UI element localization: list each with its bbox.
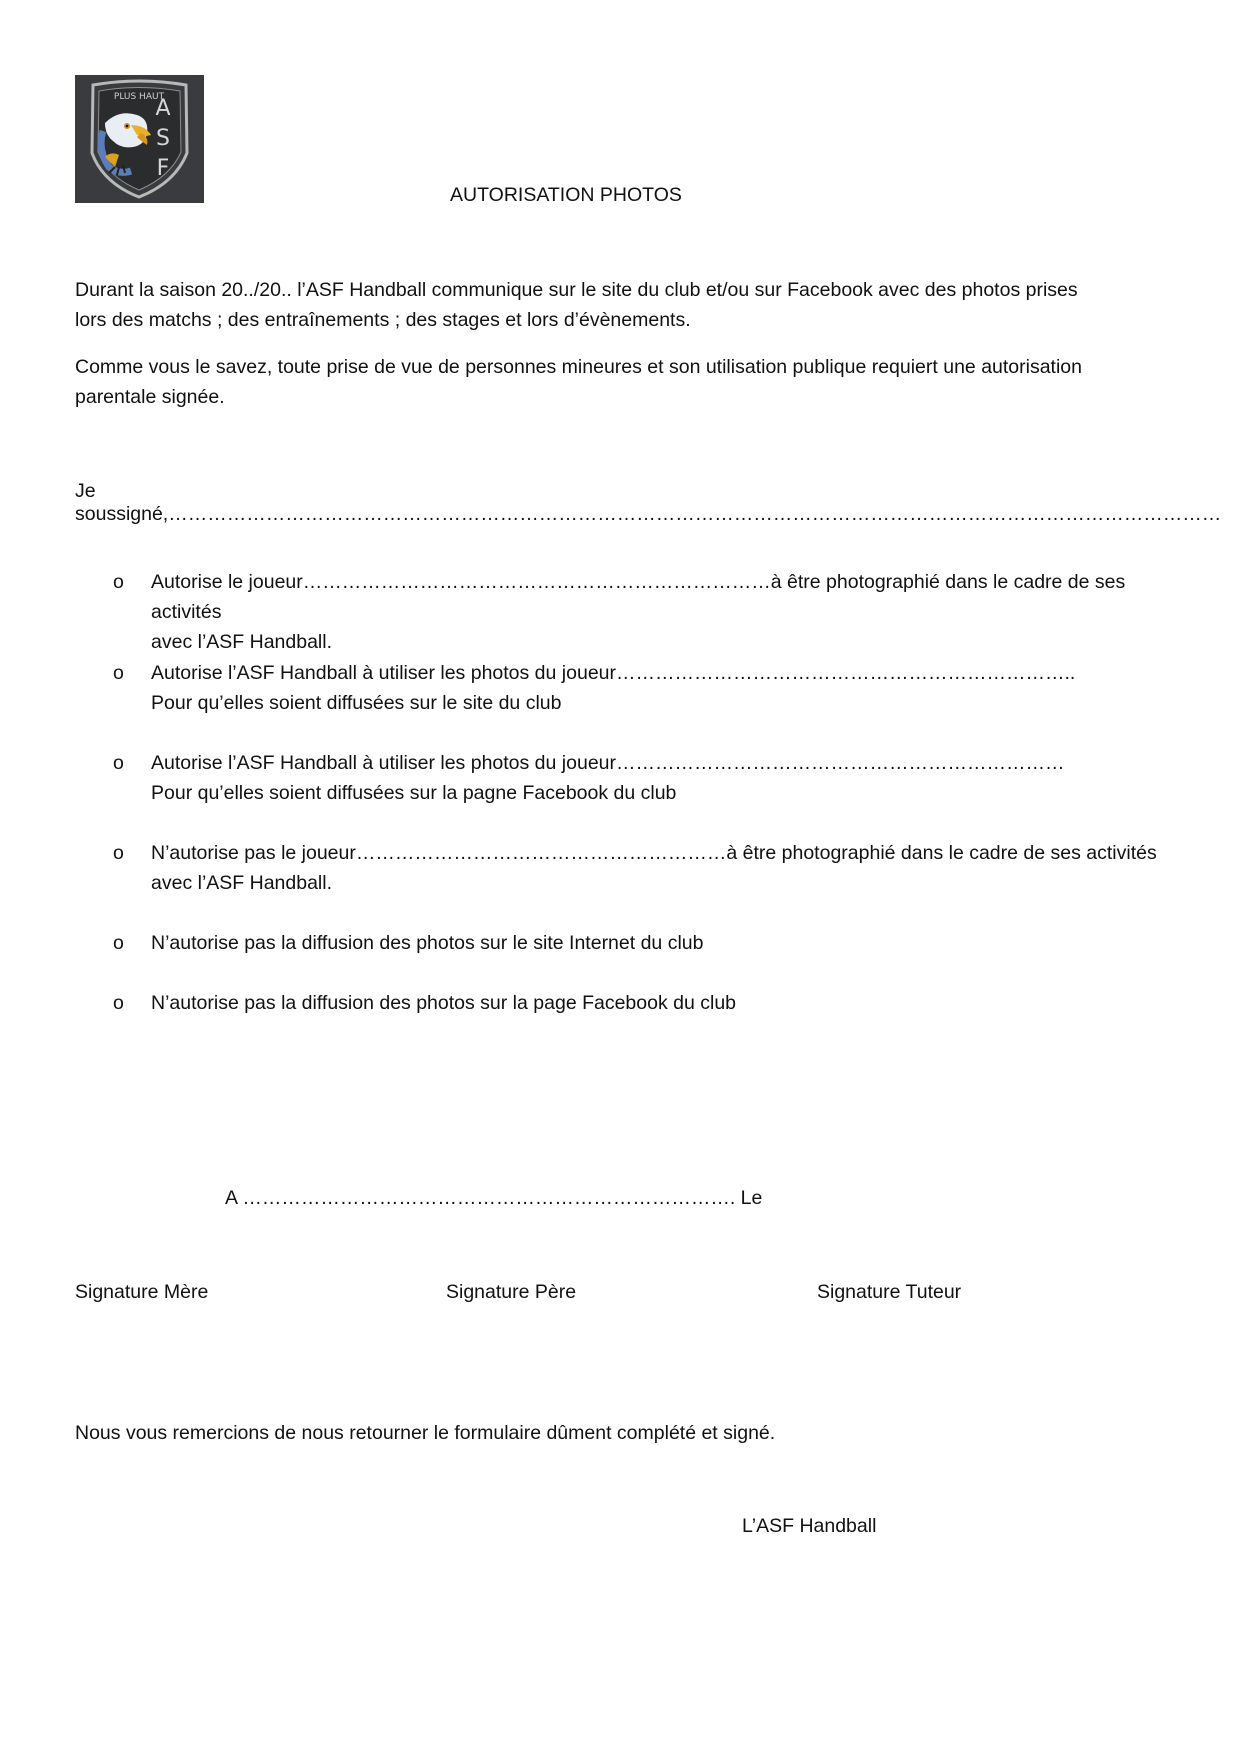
option-line-2: Pour qu’elles soient diffusées sur la pagne Facebook du club xyxy=(151,782,677,804)
undersigned-name-field[interactable]: Je soussigné,……………………………………………………………………………………………………………………………………………… xyxy=(75,480,1222,525)
intro-paragraph-1-line-2: lors des matchs ; des entraînements ; des stages et lors d’évènements. xyxy=(75,309,691,331)
signature-father[interactable]: Signature Père xyxy=(446,1281,577,1303)
svg-text:PLUS HAUT: PLUS HAUT xyxy=(113,92,165,102)
thank-you-note: Nous vous remercions de nous retourner le formulaire dûment complété et signé. xyxy=(75,1422,776,1444)
place-date-field[interactable]: A …………………………………………………………………. Le xyxy=(225,1187,763,1209)
checkbox-circle-icon[interactable]: o xyxy=(113,752,124,774)
checkbox-circle-icon[interactable]: o xyxy=(113,662,124,684)
option-line-2: avec l’ASF Handball. xyxy=(151,631,333,653)
checkbox-circle-icon[interactable]: o xyxy=(113,571,124,593)
option-line-1: Autorise l’ASF Handball à utiliser les photos du joueur…………………………………………………………….. xyxy=(151,662,1076,684)
option-authorize-website[interactable] xyxy=(113,658,1173,718)
svg-text:A: A xyxy=(155,96,171,121)
document-title: AUTORISATION PHOTOS xyxy=(450,184,682,206)
intro-paragraph-2-line-2: parentale signée. xyxy=(75,386,225,408)
option-line-1: Autorise l’ASF Handball à utiliser les photos du joueur…………………………………………………………… xyxy=(151,752,1065,774)
checkbox-circle-icon[interactable]: o xyxy=(113,842,124,864)
intro-paragraph-2 xyxy=(75,352,1175,412)
option-line-1: Autorise le joueur………………………………………………………………à être photographié dans le cadre de ses activités xyxy=(151,571,1126,623)
option-line-1: N’autorise pas la diffusion des photos sur la page Facebook du club xyxy=(151,992,737,1014)
option-line-1: N’autorise pas la diffusion des photos sur le site Internet du club xyxy=(151,932,704,954)
option-authorize-photo[interactable] xyxy=(113,567,1173,657)
intro-paragraph-1-line-1: Durant la saison 20../20.. l’ASF Handball communique sur le site du club et/ou sur Facebook avec des photos prises xyxy=(75,279,1078,301)
checkbox-circle-icon[interactable]: o xyxy=(113,932,124,954)
checkbox-circle-icon[interactable]: o xyxy=(113,992,124,1014)
club-logo xyxy=(75,75,204,203)
intro-paragraph-1 xyxy=(75,275,1175,335)
option-line-2: Pour qu’elles soient diffusées sur le site du club xyxy=(151,692,562,714)
signature-guardian[interactable]: Signature Tuteur xyxy=(817,1281,962,1303)
option-line-2: avec l’ASF Handball. xyxy=(151,872,333,894)
option-authorize-facebook[interactable] xyxy=(113,748,1173,808)
eagle-shield-logo-icon xyxy=(75,75,204,203)
option-refuse-facebook[interactable] xyxy=(113,988,1173,1018)
svg-text:F: F xyxy=(156,156,170,181)
option-refuse-website[interactable] xyxy=(113,928,1173,958)
svg-text:S: S xyxy=(156,126,170,151)
club-signoff: L’ASF Handball xyxy=(742,1515,877,1537)
intro-paragraph-2-line-1: Comme vous le savez, toute prise de vue de personnes mineures et son utilisation publique requiert une autorisation xyxy=(75,356,1083,378)
signature-mother[interactable]: Signature Mère xyxy=(75,1281,209,1303)
option-refuse-photo[interactable] xyxy=(113,838,1173,898)
option-line-1: N’autorise pas le joueur…………………………………………………à être photographié dans le cadre de ses activités xyxy=(151,842,1157,864)
